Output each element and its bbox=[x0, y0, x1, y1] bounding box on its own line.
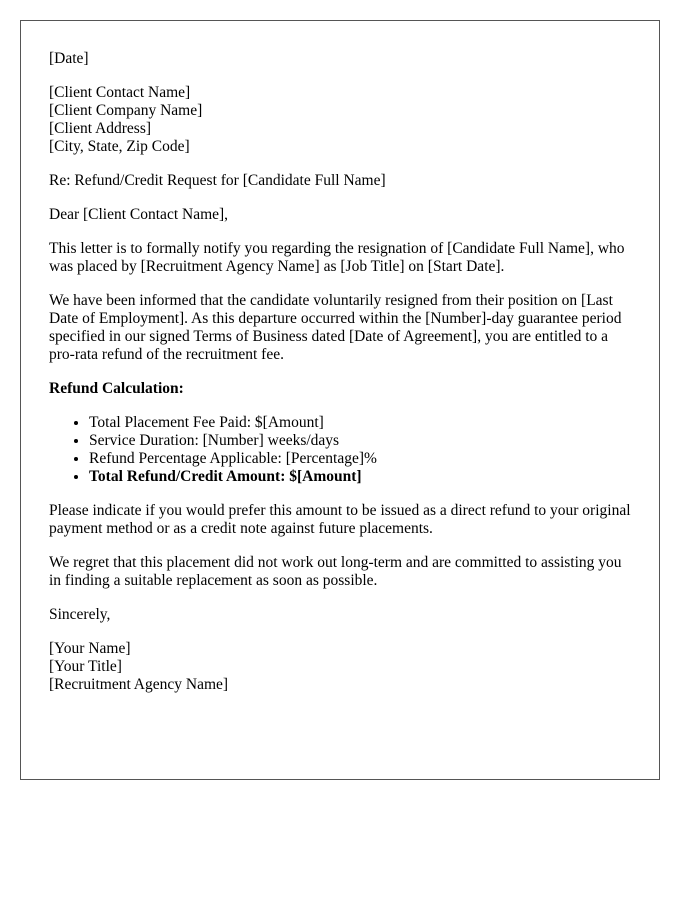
letter-page bbox=[20, 20, 660, 780]
letter-date: [Date] bbox=[49, 50, 89, 67]
preference-paragraph: Please indicate if you would prefer this amount to be issued as a direct refund to your original payment method or as a credit note against future placements. bbox=[49, 502, 631, 537]
refund-calculation-list bbox=[49, 414, 631, 486]
recipient-address-block bbox=[49, 84, 631, 156]
list-item-total-refund: • Total Refund/Credit Amount: $[Amount] bbox=[89, 468, 631, 486]
signature-block bbox=[49, 640, 631, 694]
signature-name: [Your Name] bbox=[49, 640, 131, 657]
list-item-refund-percentage: • Refund Percentage Applicable: [Percentage]% bbox=[89, 450, 631, 468]
letter-salutation: Dear [Client Contact Name], bbox=[49, 206, 229, 223]
regret-paragraph: We regret that this placement did not work out long-term and are committed to assisting you in finding a suitable replacement as soon as possible. bbox=[49, 554, 622, 589]
recipient-city-state-zip: [City, State, Zip Code] bbox=[49, 138, 190, 155]
signature-agency: [Recruitment Agency Name] bbox=[49, 676, 229, 693]
intro-paragraph: This letter is to formally notify you regarding the resignation of [Candidate Full Name], who was placed by [Recruitment Agency Name] as [Job Title] on [Start Date]. bbox=[49, 240, 625, 275]
recipient-address: [Client Address] bbox=[49, 120, 152, 137]
list-item-service-duration: • Service Duration: [Number] weeks/days bbox=[89, 432, 631, 450]
refund-calculation-heading: Refund Calculation: bbox=[49, 380, 184, 397]
recipient-company-name: [Client Company Name] bbox=[49, 102, 203, 119]
list-item-fee-paid: • Total Placement Fee Paid: $[Amount] bbox=[89, 414, 631, 432]
informed-paragraph: We have been informed that the candidate voluntarily resigned from their position on [Last Date of Employment]. As this departure occurred within the [Number]-day guarantee period specified in our signed Terms of Business dated [Date of Agreement], you are entitled to a pro-rata refund of the recruitment fee. bbox=[49, 292, 622, 363]
letter-subject: Re: Refund/Credit Request for [Candidate Full Name] bbox=[49, 172, 386, 189]
signature-title: [Your Title] bbox=[49, 658, 122, 675]
letter-signoff: Sincerely, bbox=[49, 606, 111, 623]
recipient-contact-name: [Client Contact Name] bbox=[49, 84, 191, 101]
